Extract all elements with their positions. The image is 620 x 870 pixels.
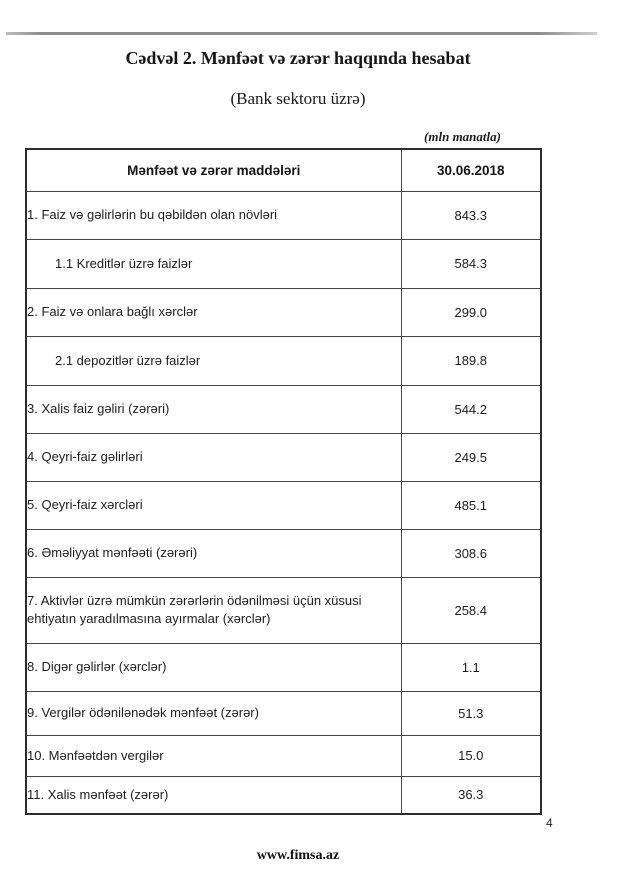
col-header-items: Mənfəət və zərər maddələri — [26, 149, 401, 191]
row-label: 9. Vergilər ödənilənədək mənfəət (zərər) — [26, 691, 401, 735]
row-label: 11. Xalis mənfəət (zərər) — [26, 776, 401, 814]
row-label: 8. Digər gəlirlər (xərclər) — [26, 643, 401, 691]
row-label: 5. Qeyri-faiz xərcləri — [26, 481, 401, 529]
row-value: 584.3 — [401, 239, 541, 288]
row-value: 258.4 — [401, 577, 541, 643]
row-value: 51.3 — [401, 691, 541, 735]
row-label: 10. Mənfəətdən vergilər — [26, 735, 401, 776]
footer-url: www.fimsa.az — [256, 848, 340, 863]
row-value: 544.2 — [401, 385, 541, 433]
row-value: 36.3 — [401, 776, 541, 814]
row-value: 843.3 — [401, 191, 541, 239]
row-label: 6. Əməliyyat mənfəəti (zərəri) — [26, 529, 401, 577]
page-title: Cədvəl 2. Mənfəət və zərər haqqında hesabat — [125, 48, 471, 68]
row-label: 1. Faiz və gəlirlərin bu qəbildən olan növləri — [26, 191, 401, 239]
table-row — [26, 529, 541, 577]
row-label: 4. Qeyri-faiz gəlirləri — [26, 433, 401, 481]
table-row — [26, 385, 541, 433]
table-row — [26, 691, 541, 735]
row-value: 249.5 — [401, 433, 541, 481]
report-table — [25, 148, 542, 815]
col-header-date: 30.06.2018 — [401, 149, 541, 191]
table-row — [26, 239, 541, 288]
table-row — [26, 776, 541, 814]
row-label: 7. Aktivlər üzrə mümkün zərərlərin ödənilməsi üçün xüsusi ehtiyatın yaradılmasına ayırmalar (xərclər) — [26, 577, 401, 643]
row-label: 2.1 depozitlər üzrə faizlər — [26, 336, 401, 385]
unit-note: (mln manatla) — [424, 129, 501, 144]
table-row — [26, 191, 541, 239]
top-divider-line — [6, 32, 597, 35]
page-subtitle: (Bank sektoru üzrə) — [230, 89, 366, 108]
table-row — [26, 643, 541, 691]
row-value: 189.8 — [401, 336, 541, 385]
table-row — [26, 735, 541, 776]
row-label: 2. Faiz və onlara bağlı xərclər — [26, 288, 401, 336]
row-value: 485.1 — [401, 481, 541, 529]
page-number: 4 — [546, 816, 553, 830]
row-label: 3. Xalis faiz gəliri (zərəri) — [26, 385, 401, 433]
row-value: 1.1 — [401, 643, 541, 691]
table-row — [26, 288, 541, 336]
table-row — [26, 336, 541, 385]
table-row — [26, 481, 541, 529]
table-row — [26, 433, 541, 481]
row-value: 299.0 — [401, 288, 541, 336]
header-row — [26, 149, 541, 191]
row-label: 1.1 Kreditlər üzrə faizlər — [26, 239, 401, 288]
table-row — [26, 577, 541, 643]
row-value: 308.6 — [401, 529, 541, 577]
row-value: 15.0 — [401, 735, 541, 776]
